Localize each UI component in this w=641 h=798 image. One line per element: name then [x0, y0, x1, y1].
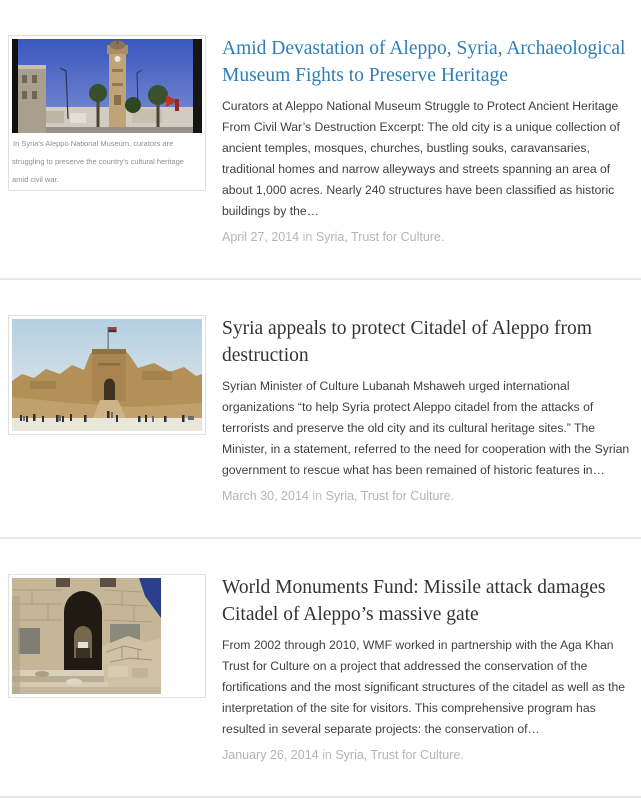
post-categories[interactable]: Syria, Trust for Culture	[325, 489, 451, 503]
thumbnail-photo-citadel	[12, 319, 202, 431]
thumbnail-column	[8, 35, 206, 245]
post-title-link[interactable]: Amid Devastation of Aleppo, Syria, Archaeological Museum Fights to Preserve Heritage	[222, 38, 626, 86]
thumbnail-photo-clock-tower	[12, 39, 202, 133]
post-date: January 26, 2014	[222, 748, 319, 762]
article-thumbnail-link[interactable]	[8, 574, 206, 698]
post-meta	[222, 748, 633, 763]
meta-connector: in	[322, 748, 332, 762]
post-meta	[222, 230, 633, 245]
thumbnail-column	[8, 574, 206, 763]
meta-connector: in	[312, 489, 323, 503]
post-categories[interactable]: Syria, Trust for Culture	[335, 748, 461, 762]
post-body	[222, 35, 633, 245]
article-thumbnail-link[interactable]	[8, 315, 206, 435]
meta-period: .	[440, 230, 445, 244]
meta-period: .	[450, 489, 455, 503]
thumbnail-photo-gate	[12, 578, 202, 694]
thumbnail-caption: In Syria's Aleppo National Museum, curators are struggling to preserve the country's cultural heritage amid civil war.	[12, 139, 184, 184]
post-title-link[interactable]: World Monuments Fund: Missile attack damages Citadel of Aleppo’s massive gate	[222, 577, 606, 625]
post-title	[222, 35, 633, 89]
post-item	[0, 0, 641, 280]
post-categories[interactable]: Syria, Trust for Culture	[315, 230, 441, 244]
post-body	[222, 315, 633, 504]
article-thumbnail-link[interactable]	[8, 35, 206, 191]
post-title	[222, 574, 633, 628]
post-excerpt: Curators at Aleppo National Museum Struggle to Protect Ancient Heritage From Civil War’s Destruction Excerpt: The old city is a unique collection of ancient temples, mosques, churches, bustling souks, caravansaries, traditional homes and narrow alleyways and streets spanning an area of about 1,000 acres. Nearly 240 structures have been classified as historic buildings by the…	[222, 99, 620, 218]
post-item	[0, 280, 641, 539]
post-excerpt: From 2002 through 2010, WMF worked in partnership with the Aga Khan Trust for Culture on a project that addressed the conservation of the fortifications and the most significant structures of the citadel as well as the interpretation of the site for visitors. This comprehensive program has resulted in several separate projects: the conservation of…	[222, 638, 626, 736]
post-body	[222, 574, 633, 763]
thumbnail-column	[8, 315, 206, 504]
post-meta	[222, 489, 633, 504]
post-date: March 30, 2014	[222, 489, 309, 503]
post-date: April 27, 2014	[222, 230, 300, 244]
meta-connector: in	[302, 230, 313, 244]
post-title-link[interactable]: Syria appeals to protect Citadel of Aleppo from destruction	[222, 318, 592, 366]
post-excerpt: Syrian Minister of Culture Lubanah Mshaweh urged international organizations “to help Syria protect Aleppo citadel from the attacks of terrorists and preserve the old city and its cultural heritage sites.” The Minister, in a statement, referred to the need for cooperation with the Syrian government to rescue what has been remained of historic features in…	[222, 379, 630, 477]
post-item	[0, 539, 641, 798]
post-title	[222, 315, 633, 369]
meta-period: .	[460, 748, 464, 762]
